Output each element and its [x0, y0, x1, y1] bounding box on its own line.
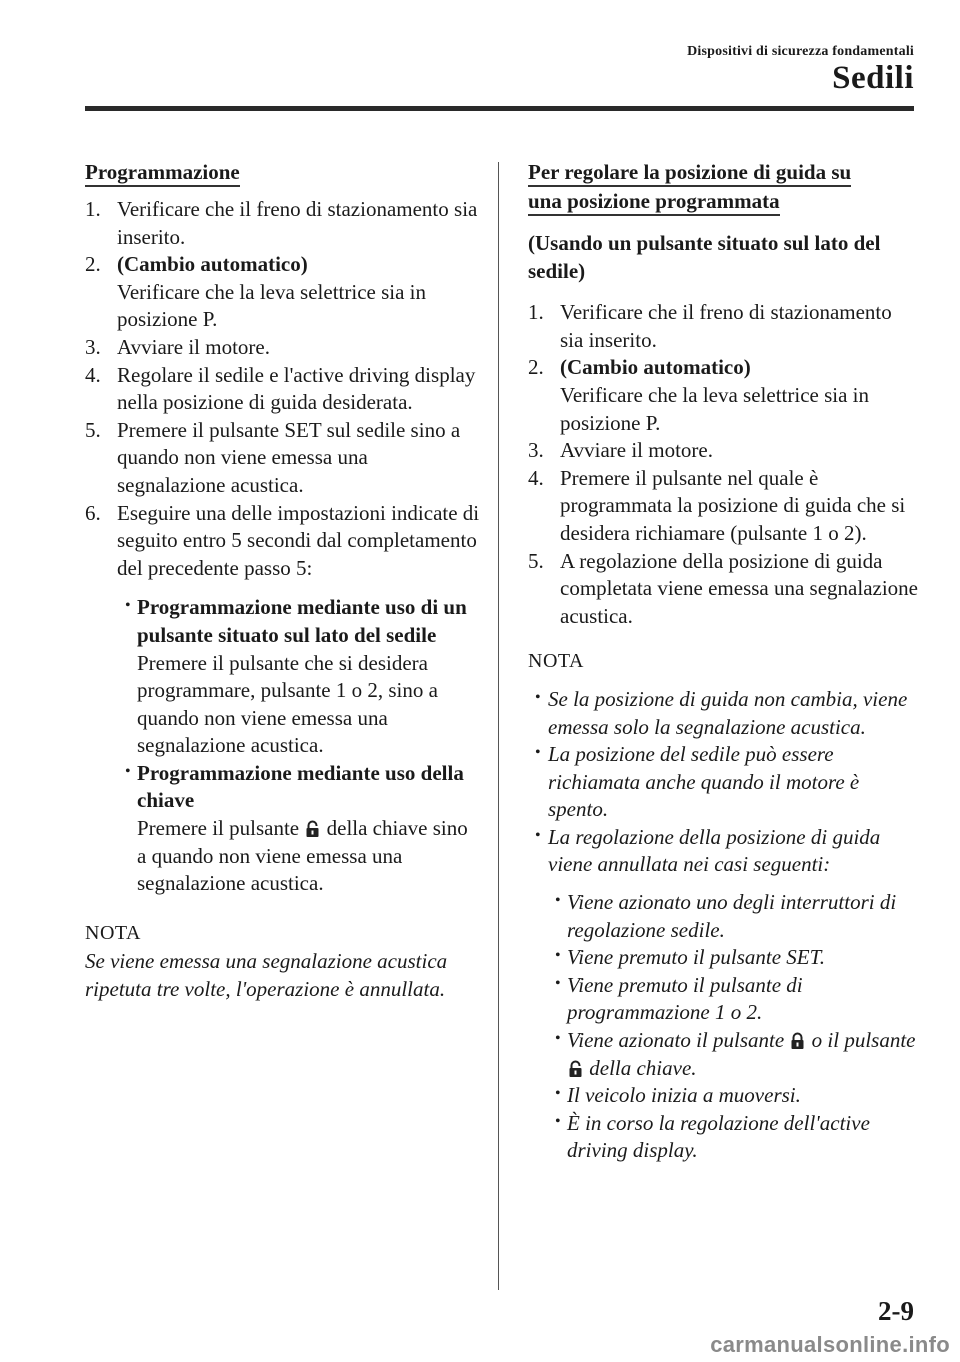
- list-item: 1. Verificare che il freno di stazionamento sia inserito.: [85, 197, 478, 249]
- right-column: [528, 158, 918, 1165]
- list-item: • La regolazione della posizione di guida viene annullata nei casi seguenti:: [528, 824, 918, 879]
- running-header-title: Sedili: [832, 60, 914, 96]
- list-item: 4. Premere il pulsante nel quale è programmata la posizione di guida che si desidera richiamare (pulsante 1 o 2).: [528, 465, 906, 545]
- key-unlock-icon: [569, 1060, 582, 1077]
- subheading: (Usando un pulsante situato sul lato del sedile): [528, 231, 881, 283]
- cancel-conditions-list: [528, 889, 918, 1165]
- bullet-dot: •: [555, 1085, 561, 1103]
- list-item: 2. (Cambio automatico) Verificare che la leva selettrice sia in posizione P.: [85, 252, 426, 332]
- bullet-dot: •: [555, 947, 561, 965]
- list-item: • Viene azionato il pulsante o il pulsante della chiave.: [528, 1027, 918, 1082]
- column-divider: [498, 162, 499, 1290]
- list-item: 3. Avviare il motore.: [85, 334, 270, 359]
- bullet-dot: •: [555, 1112, 561, 1130]
- section-heading-programmazione: Programmazione: [85, 158, 480, 186]
- header-rule: [85, 106, 914, 111]
- list-item: • Viene premuto il pulsante SET.: [528, 944, 918, 972]
- bullet-dot: •: [535, 826, 541, 844]
- list-item: 3. Avviare il motore.: [528, 438, 713, 463]
- programming-steps: [85, 196, 480, 582]
- key-lock-icon: [791, 1032, 804, 1049]
- list-item: 4. Regolare il sedile e l'active driving display nella posizione di guida desiderata.: [85, 362, 476, 415]
- note-label: NOTA: [85, 921, 141, 944]
- note-label: NOTA: [528, 650, 584, 673]
- bullet-dot: •: [535, 688, 541, 706]
- notes-list: [528, 686, 918, 879]
- bullet-dot: •: [555, 974, 561, 992]
- list-item: • Programmazione mediante uso della chiave Premere il pulsante della chiave sino a quando non viene emessa una segnalazione acustica.: [85, 760, 480, 898]
- list-item: • Se la posizione di guida non cambia, viene emessa solo la segnalazione acustica.: [528, 686, 918, 741]
- list-item: • Viene azionato uno degli interruttori di regolazione sedile.: [528, 889, 918, 944]
- left-column: [85, 158, 480, 1003]
- bullet-dot: •: [555, 1030, 561, 1048]
- list-item: • Programmazione mediante uso di un pulsante situato sul lato del sedile Premere il pulsante che si desidera programmare, pulsante 1 o 2, sino a quando non viene emessa una segnalazione acustica.: [85, 594, 480, 760]
- list-item: • Viene premuto il pulsante di programmazione 1 o 2.: [528, 972, 918, 1027]
- running-header-section: Dispositivi di sicurezza fondamentali: [687, 44, 914, 59]
- list-item: 6. Eseguire una delle impostazioni indicate di seguito entro 5 secondi dal completamento del precedente passo 5:: [85, 500, 480, 580]
- bullet-dot: •: [125, 762, 131, 780]
- programming-options: [85, 594, 480, 898]
- key-lock-icon: [306, 820, 319, 837]
- bullet-dot: •: [125, 597, 131, 615]
- list-item: 2. (Cambio automatico) Verificare che la leva selettrice sia in posizione P.: [528, 355, 869, 435]
- page-number: 2-9: [878, 1296, 914, 1326]
- bullet-dot: •: [555, 892, 561, 910]
- recall-steps: [528, 299, 918, 630]
- bullet-dot: •: [535, 744, 541, 762]
- list-item: 1. Verificare che il freno di stazionamento sia inserito.: [528, 300, 892, 352]
- list-item: 5. Premere il pulsante SET sul sedile sino a quando non viene emessa una segnalazione acustica.: [85, 417, 461, 497]
- watermark: carmanualsonline.info: [710, 1332, 950, 1357]
- note-text: Se viene emessa una segnalazione acustica ripetuta tre volte, l'operazione è annullata.: [85, 949, 448, 1002]
- list-item: 5. A regolazione della posizione di guida completata viene emessa una segnalazione acustica.: [528, 548, 919, 628]
- section-heading-recall: Per regolare la posizione di guida su una posizione programmata: [528, 158, 918, 216]
- list-item: • Il veicolo inizia a muoversi.: [528, 1082, 918, 1110]
- list-item: • È in corso la regolazione dell'active driving display.: [528, 1110, 918, 1165]
- list-item: • La posizione del sedile può essere richiamata anche quando il motore è spento.: [528, 741, 918, 824]
